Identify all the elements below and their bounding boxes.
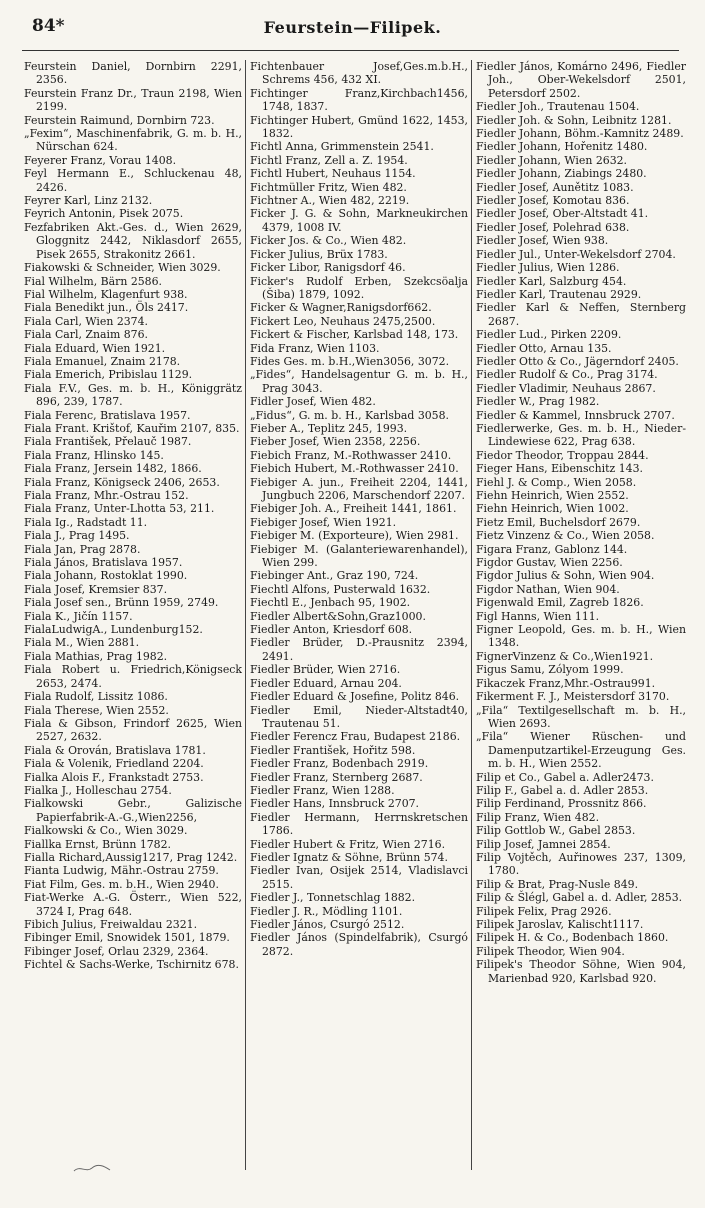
directory-entry: Fiedler Eduard, Arnau 204.: [250, 676, 402, 690]
directory-entry: Fiala Frant. Krištof, Kauřim 2107, 835.: [24, 421, 240, 435]
directory-columns: [24, 60, 684, 1180]
directory-entry: Fiala Emerich, Pribislau 1129.: [24, 368, 193, 382]
directory-entry: Ficker & Wagner,Ranigsdorf662.: [250, 301, 432, 315]
directory-entry: Filip Ferdinand, Prossnitz 866.: [476, 797, 647, 811]
directory-entry: Fiedler Josef, Ober-Altstadt 41.: [476, 207, 649, 221]
directory-entry: Fiedler & Kammel, Innsbruck 2707.: [476, 408, 675, 422]
directory-entry: Fiedler Brüder, D.-Prausnitz 2394, 2491.: [250, 636, 468, 663]
directory-entry: Fiedler Franz, Wien 1288.: [250, 783, 395, 797]
directory-entry: Fichtinger Franz,Kirchbach1456, 1748, 1837.: [250, 86, 468, 114]
directory-entry: Fiat Film, Ges. m. b.H., Wien 2940.: [24, 877, 219, 891]
directory-entry: Fialkowski & Co., Wien 3029.: [24, 824, 188, 838]
directory-entry: Fiedor Theodor, Troppau 2844.: [476, 448, 649, 462]
directory-entry: Fiedlerwerke, Ges. m. b. H., Nieder-Lindewiese 622, Prag 638.: [476, 421, 686, 449]
directory-entry: Fichtel & Sachs-Werke, Tschirnitz 678.: [24, 958, 239, 972]
directory-entry: Filip & Šlégl, Gabel a. d. Adler, 2853.: [476, 891, 683, 905]
directory-entry: Filip Gottlob W., Gabel 2853.: [476, 824, 636, 838]
directory-entry: Fiedler Vladimir, Neuhaus 2867.: [476, 381, 656, 395]
directory-entry: Fibinger Emil, Snowidek 1501, 1879.: [24, 931, 230, 945]
directory-entry: Fiehn Heinrich, Wien 2552.: [476, 489, 629, 502]
directory-entry: Fickert Leo, Neuhaus 2475,2500.: [250, 314, 436, 328]
directory-entry: Filipek Felix, Prag 2926.: [476, 904, 612, 918]
directory-entry: Ficker Libor, Ranigsdorf 46.: [250, 261, 406, 275]
directory-entry: Fiedler Brüder, Wien 2716.: [250, 663, 401, 677]
directory-entry: Fiedler Emil, Nieder-Altstadt40, Trautenau 51.: [250, 703, 468, 730]
directory-entry: Fiedler Josef, Wien 938.: [476, 234, 609, 248]
directory-entry: Fiedler Franz, Bodenbach 2919.: [250, 757, 429, 771]
directory-entry: Feurstein Raimund, Dornbirn 723.: [24, 113, 215, 127]
column-3: [476, 60, 686, 1180]
directory-entry: Fiebiger M. (Galanteriewarenhandel), Wien 299.: [250, 542, 468, 570]
directory-entry: Fiebiger Josef, Wien 1921.: [250, 515, 397, 529]
directory-entry: Fial Wilhelm, Bärn 2586.: [24, 274, 162, 288]
directory-entry: Figdor Nathan, Wien 904.: [476, 582, 620, 596]
directory-entry: Fezfabriken Akt.-Ges. d., Wien 2629, Gloggnitz 2442, Niklasdorf 2655, Pisek 2655, Strakonitz 2661.: [24, 220, 242, 261]
directory-entry: FignerVinzenz & Co.,Wien1921.: [476, 649, 654, 663]
directory-entry: Filip Franz, Wien 482.: [476, 810, 600, 824]
directory-entry: Fiedler Johann, Wien 2632.: [476, 153, 628, 167]
directory-entry: Fiala Emanuel, Znaim 2178.: [24, 354, 181, 368]
directory-entry: Fiedler János, Komárno 2496, Fiedler Joh., Ober-Wekelsdorf 2501, Petersdorf 2502.: [476, 60, 686, 100]
directory-entry: Fiala Johann, Rostoklat 1990.: [24, 569, 188, 583]
column-divider-1: [245, 60, 246, 1170]
directory-entry: Feurstein Daniel, Dornbirn 2291, 2356.: [24, 60, 242, 87]
directory-entry: Fiala Mathias, Prag 1982.: [24, 649, 168, 663]
directory-entry: Fiedler Ivan, Osijek 2514, Vladislavci 2515.: [250, 864, 468, 891]
directory-entry: Fiala Josef, Kremsier 837.: [24, 582, 168, 596]
directory-entry: Fiedler Otto & Co., Jägerndorf 2405.: [476, 354, 679, 368]
directory-entry: Fiala F.V., Ges. m. b. H., Königgrätz 896, 239, 1787.: [24, 381, 242, 409]
column-2: [250, 60, 468, 1180]
directory-entry: Fichtl Franz, Zell a. Z. 1954.: [250, 153, 408, 167]
directory-entry: Fialka Alois F., Frankstadt 2753.: [24, 770, 204, 784]
directory-entry: Filip et Co., Gabel a. Adler2473.: [476, 770, 654, 784]
directory-entry: Fiala Franz, Jersein 1482, 1866.: [24, 462, 202, 476]
column-1: [24, 60, 242, 1180]
directory-entry: Fichtl Anna, Grimmenstein 2541.: [250, 140, 434, 154]
directory-entry: Figl Hanns, Wien 111.: [476, 609, 600, 623]
directory-entry: Fiedler Julius, Wien 1286.: [476, 261, 620, 275]
directory-entry: Feurstein Franz Dr., Traun 2198, Wien 2199.: [24, 86, 242, 114]
directory-entry: Fiala & Volenik, Friedland 2204.: [24, 757, 204, 771]
directory-entry: Fiedler Joh. & Sohn, Leibnitz 1281.: [476, 113, 672, 127]
directory-entry: Fialkowski Gebr., Galizische Papierfabrik-A.-G.,Wien2256,: [24, 797, 242, 824]
directory-entry: Ficker Jos. & Co., Wien 482.: [250, 234, 407, 248]
directory-entry: „Fidus“, G. m. b. H., Karlsbad 3058.: [250, 408, 449, 422]
directory-entry: Fidler Josef, Wien 482.: [250, 395, 376, 409]
directory-entry: Fiala Eduard, Wien 1921.: [24, 341, 166, 355]
directory-entry: Ficker's Rudolf Erben, Szekcsöalja (Šiba) 1879, 1092.: [250, 274, 468, 301]
directory-entry: Fiedler W., Prag 1982.: [476, 395, 600, 409]
directory-entry: Feyrer Karl, Linz 2132.: [24, 194, 153, 208]
directory-entry: Fiedler J. R., Mödling 1101.: [250, 904, 403, 918]
directory-entry: Fiedler Lud., Pirken 2209.: [476, 328, 622, 342]
directory-entry: Feyerer Franz, Vorau 1408.: [24, 153, 177, 167]
directory-entry: Fichtinger Hubert, Gmünd 1622, 1453, 1832.: [250, 113, 468, 141]
directory-entry: Fiala Carl, Znaim 876.: [24, 328, 149, 342]
directory-entry: Fiedler Albert&Sohn,Graz1000.: [250, 609, 426, 623]
directory-entry: Fiedler J., Tonnetschlag 1882.: [250, 891, 416, 905]
directory-entry: Fiedler Johann, Ziabings 2480.: [476, 167, 647, 181]
directory-entry: Fiedler Ignatz & Söhne, Brünn 574.: [250, 850, 448, 864]
directory-entry: Fiala Franz, Unter-Lhotta 53, 211.: [24, 502, 215, 516]
directory-entry: Fietz Emil, Buchelsdorf 2679.: [476, 515, 641, 529]
directory-entry: Fiala Jan, Prag 2878.: [24, 542, 141, 556]
directory-entry: Fichtmüller Fritz, Wien 482.: [250, 180, 407, 194]
column-divider-2: [471, 60, 472, 1170]
directory-entry: Fiedler Anton, Kriesdorf 608.: [250, 623, 413, 637]
directory-entry: Fiedler Hans, Innsbruck 2707.: [250, 797, 420, 811]
page-number: 84*: [32, 16, 65, 36]
directory-entry: Fiala J., Prag 1495.: [24, 529, 130, 543]
directory-entry: Feyrich Antonin, Pisek 2075.: [24, 207, 184, 221]
directory-entry: Fiebinger Ant., Graz 190, 724.: [250, 569, 419, 583]
directory-entry: Fiechtl E., Jenbach 95, 1902.: [250, 596, 411, 610]
page-header: [24, 10, 681, 46]
directory-entry: Fiakowski & Schneider, Wien 3029.: [24, 261, 221, 275]
directory-entry: Fikaczek Franz,Mhr.-Ostrau991.: [476, 676, 656, 690]
directory-entry: Filip Vojtěch, Auřinowes 237, 1309, 1780.: [476, 850, 686, 878]
directory-entry: Fiedler Josef, Komotau 836.: [476, 194, 630, 208]
directory-entry: Fieber A., Teplitz 245, 1993.: [250, 421, 408, 435]
directory-entry: Fiala Therese, Wien 2552.: [24, 703, 169, 717]
directory-entry: Fiebiger Joh. A., Freiheit 1441, 1861.: [250, 502, 457, 516]
directory-entry: Fiebich Hubert, M.-Rothwasser 2410.: [250, 462, 459, 476]
directory-entry: Fiedler Hubert & Fritz, Wien 2716.: [250, 837, 446, 851]
directory-entry: Fiehl J. & Comp., Wien 2058.: [476, 475, 637, 489]
directory-entry: Fiedler Ferencz Frau, Budapest 2186.: [250, 730, 461, 744]
directory-entry: Fiedler Franz, Sternberg 2687.: [250, 770, 423, 784]
directory-entry: Fiala K., Jičín 1157.: [24, 609, 133, 623]
directory-entry: Ficker Julius, Brüx 1783.: [250, 247, 388, 261]
directory-entry: Fiala Ferenc, Bratislava 1957.: [24, 408, 191, 422]
directory-entry: Fiala František, Přelauč 1987.: [24, 435, 192, 449]
directory-entry: Fiedler Jul., Unter-Wekelsdorf 2704.: [476, 247, 676, 261]
directory-entry: Fiedler Johann, Hořenitz 1480.: [476, 140, 648, 154]
page-title: Feurstein—Filipek.: [263, 18, 442, 37]
directory-entry: Figdor Gustav, Wien 2256.: [476, 556, 623, 570]
directory-entry: Fiedler Josef, Polehrad 638.: [476, 220, 630, 234]
directory-entry: Fiedler František, Hořitz 598.: [250, 743, 416, 757]
directory-entry: Fibinger Josef, Orlau 2329, 2364.: [24, 944, 209, 958]
directory-entry: FialaLudwigA., Lundenburg152.: [24, 623, 203, 637]
directory-entry: Fiedler János, Csurgó 2512.: [250, 918, 405, 931]
directory-entry: Filip Josef, Jamnei 2854.: [476, 837, 611, 851]
directory-entry: Fiala Benedikt jun., Öls 2417.: [24, 301, 189, 315]
directory-entry: Fiala Carl, Wien 2374.: [24, 314, 148, 328]
directory-entry: Fiechtl Alfons, Pusterwald 1632.: [250, 582, 431, 596]
directory-entry: Fiedler Joh., Trautenau 1504.: [476, 100, 640, 114]
directory-entry: Fikerment F. J., Meistersdorf 3170.: [476, 690, 670, 704]
directory-entry: Fiala Franz, Hlinsko 145.: [24, 448, 164, 462]
directory-entry: Fiala Rudolf, Lissitz 1086.: [24, 690, 168, 704]
directory-entry: Fiedler Josef, Aunětitz 1083.: [476, 180, 634, 194]
directory-entry: Fieber Josef, Wien 2358, 2256.: [250, 435, 421, 449]
directory-entry: „Fila“ Wiener Rüschen- und Damenputzartikel-Erzeugung Ges. m. b. H., Wien 2552.: [476, 730, 686, 771]
directory-entry: Fiedler Karl, Trautenau 2929.: [476, 287, 642, 301]
directory-entry: Fichtner A., Wien 482, 2219.: [250, 194, 410, 208]
directory-entry: Fiala Josef sen., Brünn 1959, 2749.: [24, 596, 219, 610]
directory-entry: Fiedler Otto, Arnau 135.: [476, 341, 612, 355]
directory-entry: Figara Franz, Gablonz 144.: [476, 542, 628, 556]
directory-entry: Fiala & Gibson, Frindorf 2625, Wien 2527, 2632.: [24, 716, 242, 744]
directory-entry: Fiedler Rudolf & Co., Prag 3174.: [476, 368, 658, 382]
directory-entry: Fida Franz, Wien 1103.: [250, 341, 380, 355]
directory-entry: Fial Wilhelm, Klagenfurt 938.: [24, 287, 188, 301]
directory-entry: Feyl Hermann E., Schluckenau 48, 2426.: [24, 167, 242, 194]
directory-entry: Filip & Brat, Prag-Nusle 849.: [476, 877, 639, 891]
directory-entry: Fietz Vinzenz & Co., Wien 2058.: [476, 529, 655, 543]
directory-entry: Filip F., Gabel a. d. Adler 2853.: [476, 783, 649, 797]
directory-entry: Fiedler János (Spindelfabrik), Csurgó 2872.: [250, 931, 468, 958]
directory-entry: Fiehn Heinrich, Wien 1002.: [476, 502, 629, 516]
directory-entry: Fiedler Karl & Neffen, Sternberg 2687.: [476, 301, 686, 328]
directory-entry: Fickert & Fischer, Karlsbad 148, 173.: [250, 328, 459, 342]
handwritten-mark: [72, 1162, 112, 1177]
directory-entry: Fiebiger M. (Exporteure), Wien 2981.: [250, 529, 459, 543]
directory-entry: Fiala & Orován, Bratislava 1781.: [24, 743, 206, 757]
directory-entry: Fiebiger A. jun., Freiheit 2204, 1441, Jungbuch 2206, Marschendorf 2207.: [250, 475, 468, 502]
directory-entry: Filipek's Theodor Söhne, Wien 904, Marienbad 920, Karlsbad 920.: [476, 958, 686, 985]
directory-entry: Fiala Ig., Radstadt 11.: [24, 515, 148, 529]
directory-entry: Fichtl Hubert, Neuhaus 1154.: [250, 167, 416, 181]
directory-entry: Filipek H. & Co., Bodenbach 1860.: [476, 931, 669, 945]
directory-entry: „Fila“ Textilgesellschaft m. b. H., Wien 2693.: [476, 703, 686, 730]
directory-entry: Fiallka Ernst, Brünn 1782.: [24, 837, 172, 851]
directory-entry: Fiedler Johann, Böhm.-Kamnitz 2489.: [476, 127, 684, 141]
directory-entry: Fiedler Eduard & Josefine, Politz 846.: [250, 690, 460, 704]
directory-entry: Filipek Theodor, Wien 904.: [476, 944, 625, 958]
directory-entry: Figdor Julius & Sohn, Wien 904.: [476, 569, 655, 583]
directory-entry: Figus Samu, Zólyom 1999.: [476, 663, 624, 677]
directory-entry: Fiedler Karl, Salzburg 454.: [476, 274, 627, 288]
directory-entry: Fiala Franz, Königseck 2406, 2653.: [24, 475, 220, 489]
directory-entry: Filipek Jaroslav, Kalischt1117.: [476, 918, 644, 931]
directory-entry: Fialka J., Holleschau 2754.: [24, 783, 172, 797]
directory-entry: Fides Ges. m. b.H.,Wien3056, 3072.: [250, 354, 450, 368]
directory-entry: Fiebich Franz, M.-Rothwasser 2410.: [250, 448, 452, 462]
directory-entry: Figner Leopold, Ges. m. b. H., Wien 1348.: [476, 623, 686, 650]
directory-entry: „Fides“, Handelsagentur G. m. b. H., Prag 3043.: [250, 368, 468, 395]
directory-entry: Fiala Robert u. Friedrich,Königseck 2653, 2474.: [24, 663, 242, 690]
directory-entry: Figenwald Emil, Zagreb 1826.: [476, 596, 644, 610]
directory-entry: Fiat-Werke A.-G. Österr., Wien 522, 3724 I, Prag 648.: [24, 891, 242, 918]
directory-entry: Ficker J. G. & Sohn, Markneukirchen 4379, 1008 IV.: [250, 207, 468, 234]
directory-entry: Fiala M., Wien 2881.: [24, 636, 140, 650]
header-rule: [22, 50, 679, 51]
directory-entry: Fieger Hans, Eibenschitz 143.: [476, 462, 643, 476]
directory-entry: Fianta Ludwig, Mähr.-Ostrau 2759.: [24, 864, 219, 878]
directory-entry: Fialla Richard,Aussig1217, Prag 1242.: [24, 850, 238, 864]
directory-entry: Fiedler Hermann, Herrnskretschen 1786.: [250, 810, 468, 838]
directory-entry: Fiala Franz, Mhr.-Ostrau 152.: [24, 489, 189, 502]
directory-entry: Fibich Julius, Freiwaldau 2321.: [24, 918, 198, 931]
directory-entry: „Fexim“, Maschinenfabrik, G. m. b. H., Nürschan 624.: [24, 127, 242, 154]
directory-entry: Fiala János, Bratislava 1957.: [24, 556, 183, 570]
directory-entry: Fichtenbauer Josef,Ges.m.b.H., Schrems 456, 432 XI.: [250, 60, 468, 87]
